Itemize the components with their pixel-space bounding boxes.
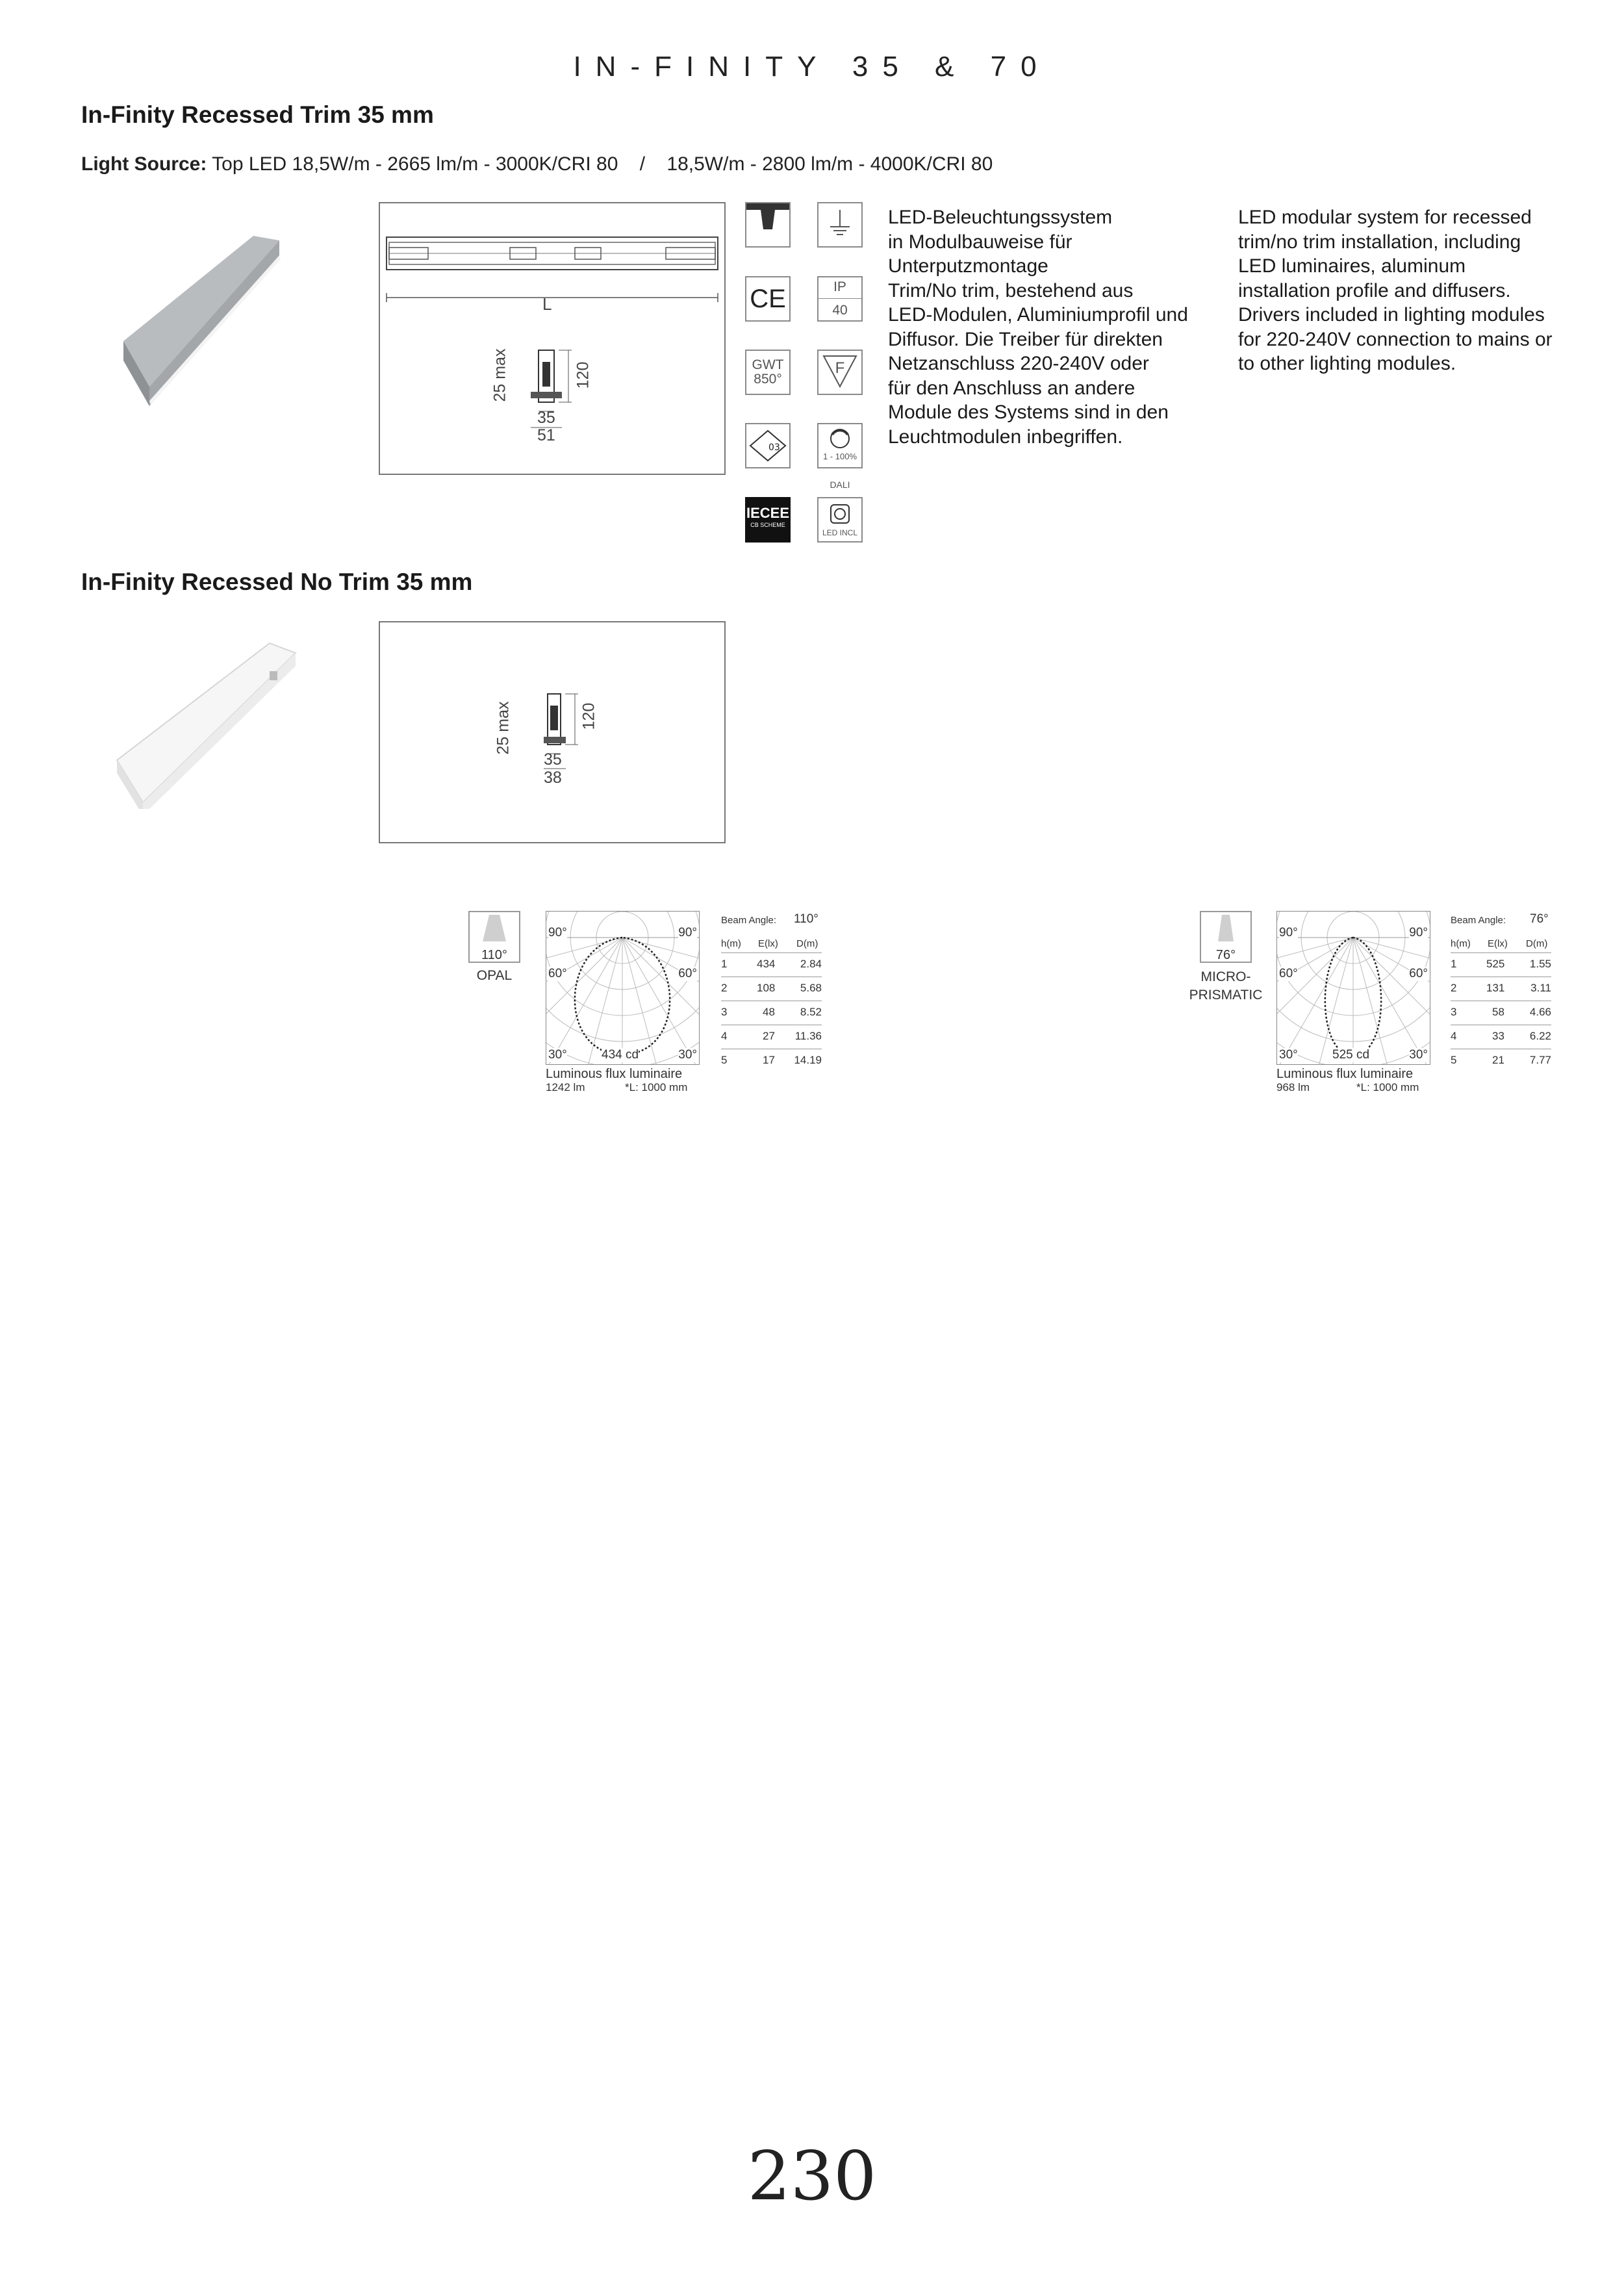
- ground-class-icon: [817, 202, 863, 248]
- cell-e: 525: [1486, 958, 1505, 970]
- col-header-e: E(lx): [1488, 938, 1508, 949]
- cell-e: 108: [757, 982, 776, 994]
- angle-30-left: 30°: [548, 1048, 567, 1062]
- optic-microprismatic-angle: 76°: [1215, 948, 1236, 962]
- section-title-trim: In-Finity Recessed Trim 35 mm: [81, 101, 434, 128]
- flux-title: Luminous flux luminaire: [546, 1067, 683, 1081]
- cell-h: 5: [1451, 1054, 1457, 1066]
- cell-e: 58: [1492, 1006, 1504, 1018]
- desc-en-line: for 220-240V connection to mains or: [1238, 328, 1553, 350]
- cell-e: 27: [763, 1030, 775, 1042]
- cell-e: 48: [763, 1006, 775, 1018]
- table-row: [1451, 952, 1551, 977]
- page-header-title: IN-FINITY 35 & 70: [573, 51, 1051, 83]
- dim-38-no-trim: 38: [544, 769, 562, 787]
- optic-label-line-1: MICRO-: [1200, 969, 1251, 984]
- description-english: [1238, 205, 1553, 376]
- cell-h: 2: [721, 982, 728, 994]
- desc-en-line: trim/no trim installation, including: [1238, 231, 1521, 253]
- table-row: [721, 1025, 822, 1049]
- beam-direction-icon: [745, 202, 791, 248]
- desc-de-line: Trim/No trim, bestehend aus: [888, 279, 1134, 301]
- gwt-rating-icon: [745, 350, 791, 395]
- dim-35-no-trim: 35: [544, 750, 562, 769]
- table-row: [721, 1001, 822, 1025]
- table-row: [1451, 1001, 1551, 1025]
- dali-label: DALI: [830, 479, 850, 490]
- beam-angle-label: Beam Angle:: [1451, 915, 1506, 926]
- max-intensity-label: 434 cd: [602, 1048, 639, 1062]
- cell-e: 17: [763, 1054, 775, 1066]
- dim-120-no-trim: 120: [579, 702, 598, 730]
- table-row: [721, 1049, 822, 1073]
- led-incl-label: LED INCL: [822, 528, 858, 537]
- desc-de-line: in Modulbauweise für: [888, 231, 1072, 253]
- optic-opal-icon: [468, 911, 520, 963]
- polar-diagram-opal: [546, 911, 700, 1065]
- section-title-no-trim: In-Finity Recessed No Trim 35 mm: [81, 568, 473, 595]
- cell-h: 3: [1451, 1006, 1457, 1018]
- illuminance-table-opal: [721, 910, 825, 1072]
- led-included-icon: [817, 497, 863, 543]
- angle-90-left: 90°: [548, 926, 567, 939]
- table-row: [721, 977, 822, 1001]
- dim-120: 120: [574, 361, 592, 389]
- cell-d: 6.22: [1529, 1030, 1551, 1042]
- beam-angle-value: 110°: [794, 912, 818, 926]
- ce-mark-icon: CE: [745, 276, 791, 322]
- cell-h: 1: [721, 958, 728, 970]
- dimming-icon: [817, 423, 863, 468]
- dim-51: 51: [537, 426, 555, 444]
- table-header-row: [721, 933, 822, 953]
- desc-de-line: Unterputzmontage: [888, 255, 1048, 277]
- table-row: [721, 952, 822, 977]
- page-number: 230: [747, 2136, 877, 2216]
- dimming-range: 1 - 100%: [822, 452, 857, 461]
- cell-d: 11.36: [794, 1030, 822, 1042]
- ip-rating-bottom: 40: [832, 303, 848, 318]
- max-intensity-label: 525 cd: [1332, 1048, 1370, 1062]
- cell-h: 5: [721, 1054, 728, 1066]
- cell-d: 14.19: [794, 1054, 822, 1066]
- angle-60-left: 60°: [548, 967, 567, 980]
- desc-de-line: Netzanschluss 220-240V oder: [888, 353, 1149, 374]
- col-header-h: h(m): [721, 938, 741, 949]
- cell-h: 2: [1451, 982, 1457, 994]
- illuminance-table-microprismatic: [1451, 910, 1554, 1072]
- desc-en-line: to other lighting modules.: [1238, 353, 1456, 374]
- ip-rating-icon: [817, 276, 863, 322]
- angle-30-right: 30°: [1409, 1048, 1428, 1062]
- desc-de-line: Module des Systems sind in den: [888, 402, 1169, 423]
- table-row: [1451, 1025, 1551, 1049]
- polar-diagram-microprismatic: [1276, 911, 1430, 1065]
- desc-en-line: LED modular system for recessed: [1238, 207, 1532, 228]
- cell-d: 7.77: [1529, 1054, 1551, 1066]
- iecee-text: IECEE: [746, 505, 790, 521]
- product-image-trim: [110, 231, 305, 406]
- angle-30-right: 30°: [678, 1048, 697, 1062]
- table-header-row: [1451, 933, 1551, 953]
- cell-e: 434: [757, 958, 776, 970]
- f-mark-icon: [817, 350, 863, 395]
- cell-d: 3.11: [1530, 982, 1551, 994]
- light-source-value: Top LED 18,5W/m - 2665 lm/m - 3000K/CRI 80 / 18,5W/m - 2800 lm/m - 4000K/CRI 80: [207, 153, 993, 175]
- cell-d: 1.55: [1529, 958, 1551, 970]
- cell-d: 2.84: [800, 958, 822, 970]
- energy-class-value: 03: [768, 442, 780, 453]
- dim-35: 35: [537, 409, 555, 427]
- optic-opal-label: OPAL: [476, 968, 513, 983]
- table-row: [1451, 977, 1551, 1001]
- iecee-cb-scheme-icon: [745, 497, 791, 543]
- polar-grid-microprismatic: [1277, 912, 1430, 1064]
- angle-60-right: 60°: [678, 967, 697, 980]
- beam-angle-label: Beam Angle:: [721, 915, 777, 926]
- angle-60-right: 60°: [1409, 967, 1428, 980]
- optic-microprismatic-icon: [1200, 911, 1252, 963]
- dim-length-label: L: [542, 294, 552, 314]
- table-row: [1451, 1049, 1551, 1073]
- product-image-no-trim: [107, 640, 309, 809]
- technical-drawing-no-trim: [379, 621, 726, 843]
- gwt-top: GWT: [752, 357, 784, 372]
- angle-90-right: 90°: [1409, 926, 1428, 939]
- desc-en-line: Drivers included in lighting modules: [1238, 304, 1545, 326]
- flux-note: *L: 1000 mm: [625, 1081, 688, 1093]
- flux-title: Luminous flux luminaire: [1276, 1067, 1414, 1081]
- dim-25max-no-trim: 25 max: [494, 701, 513, 755]
- desc-de-line: Diffusor. Die Treiber für direkten: [888, 328, 1163, 350]
- description-german: [888, 205, 1188, 449]
- light-source-label: Light Source:: [81, 153, 207, 175]
- flux-value: 968 lm: [1276, 1081, 1310, 1093]
- cell-h: 3: [721, 1006, 728, 1018]
- polar-grid-opal: [546, 912, 699, 1064]
- cell-d: 4.66: [1529, 1006, 1551, 1018]
- desc-de-line: Leuchtmodulen inbegriffen.: [888, 426, 1123, 448]
- col-header-d: D(m): [796, 938, 818, 949]
- iecee-sub-text: CB SCHEME: [750, 522, 785, 528]
- ip-rating-top: IP: [833, 279, 846, 294]
- dim-25max: 25 max: [490, 348, 509, 402]
- beam-angle-value: 76°: [1530, 912, 1549, 926]
- angle-90-right: 90°: [678, 926, 697, 939]
- optic-microprismatic-label: [1180, 968, 1271, 1004]
- desc-de-line: LED-Modulen, Aluminiumprofil und: [888, 304, 1188, 326]
- angle-90-left: 90°: [1279, 926, 1298, 939]
- optic-opal-angle: 110°: [481, 948, 507, 962]
- cell-e: 33: [1492, 1030, 1504, 1042]
- gwt-bottom: 850°: [754, 372, 782, 387]
- col-header-h: h(m): [1451, 938, 1471, 949]
- energy-class-icon: [745, 423, 791, 468]
- angle-60-left: 60°: [1279, 967, 1298, 980]
- f-mark-letter: F: [835, 359, 845, 377]
- desc-de-line: für den Anschluss an andere: [888, 377, 1136, 399]
- desc-de-line: LED-Beleuchtungssystem: [888, 207, 1113, 228]
- cell-e: 131: [1486, 982, 1505, 994]
- cell-d: 5.68: [800, 982, 822, 994]
- cell-h: 1: [1451, 958, 1457, 970]
- desc-en-line: installation profile and diffusers.: [1238, 279, 1511, 301]
- technical-drawing-trim: [379, 202, 726, 475]
- flux-note: *L: 1000 mm: [1356, 1081, 1419, 1093]
- flux-value: 1242 lm: [546, 1081, 585, 1093]
- col-header-e: E(lx): [758, 938, 778, 949]
- col-header-d: D(m): [1526, 938, 1548, 949]
- optic-label-line-2: PRISMATIC: [1189, 988, 1263, 1003]
- cell-h: 4: [1451, 1030, 1457, 1042]
- light-source-line: [81, 153, 993, 175]
- angle-30-left: 30°: [1279, 1048, 1298, 1062]
- cell-h: 4: [721, 1030, 728, 1042]
- desc-en-line: LED luminaires, aluminum: [1238, 255, 1466, 277]
- cell-e: 21: [1492, 1054, 1504, 1066]
- cell-d: 8.52: [800, 1006, 822, 1018]
